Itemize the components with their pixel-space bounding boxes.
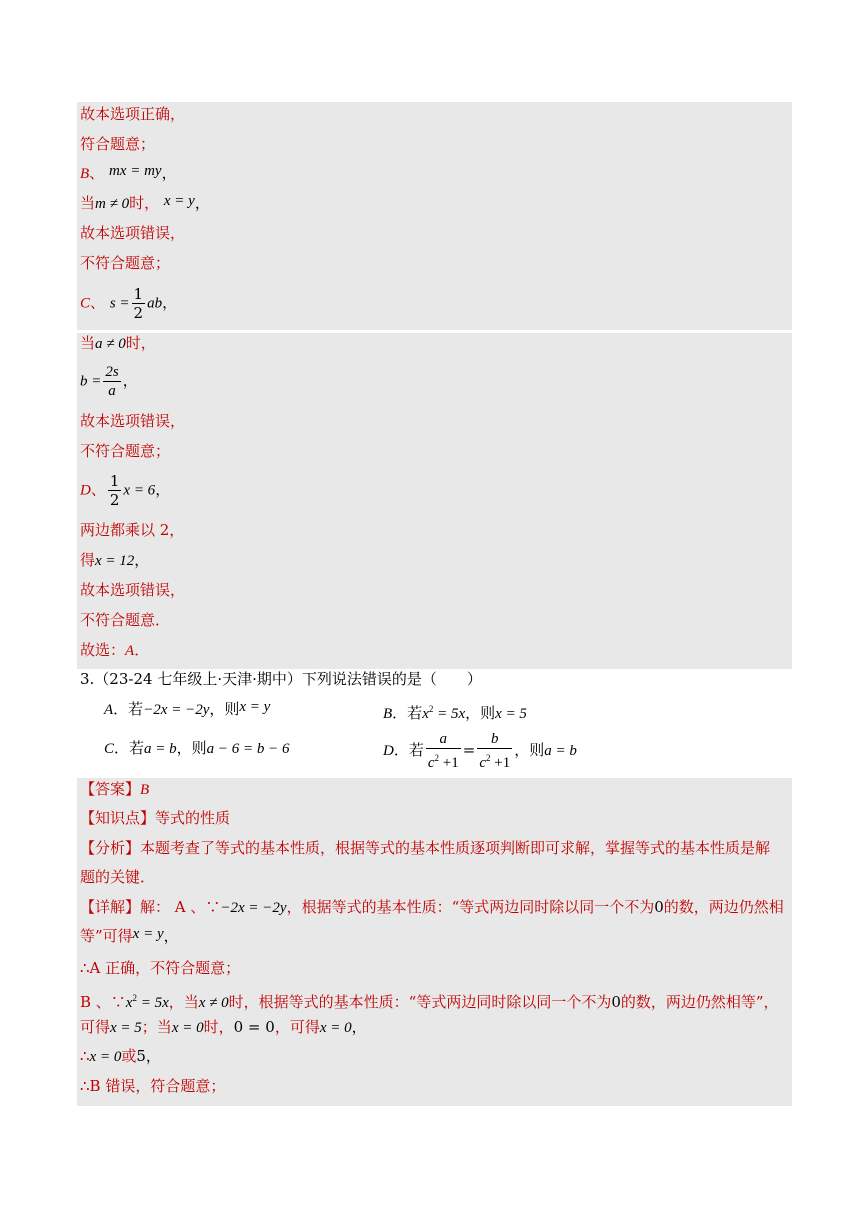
eq3: 0 = 0 (233, 1018, 275, 1036)
eq1: −2x = −2y (143, 702, 210, 718)
equation: −2x = −2y (220, 900, 287, 916)
block1-line5 (80, 223, 185, 243)
question-option-c (104, 738, 290, 759)
tail: ， (163, 927, 179, 945)
plus-one: +1 (439, 755, 459, 771)
tail: ， (351, 1018, 367, 1036)
detail-line2 (80, 926, 179, 947)
text: ，则 (465, 704, 496, 722)
question-option-d (383, 730, 577, 772)
plus-one: +1 (490, 755, 511, 771)
text: ；当 (141, 1018, 172, 1036)
condition: m ≠ 0 (95, 196, 130, 212)
option-label: C (104, 741, 115, 757)
var: x (125, 995, 133, 1011)
knowledge-point-line (80, 808, 230, 828)
numerator: 1 (109, 472, 120, 490)
text: ．若 (114, 739, 145, 757)
text: ，则 (176, 739, 207, 757)
eq1: x = 5 (110, 1020, 142, 1036)
eq2: x = y (239, 699, 271, 715)
solution-background-1 (77, 102, 792, 330)
rhs: = 5x (136, 995, 169, 1011)
detail-line5 (80, 1017, 367, 1038)
eq1 (422, 706, 465, 722)
text: ∴B 错误，符合题意； (80, 1077, 226, 1095)
equation: x = y (132, 926, 164, 942)
fraction (108, 472, 122, 509)
rhs: x = 6 (123, 482, 156, 499)
lhs: s = (109, 295, 130, 312)
tail: ． (134, 641, 150, 659)
tail: ， (194, 194, 210, 212)
text: ．若 (113, 700, 144, 718)
text: B 、∵ (80, 993, 126, 1011)
equals: = (462, 741, 476, 759)
text: 等”可得 (80, 927, 133, 945)
eq4: x = 0 (319, 1020, 352, 1036)
text: ，可得 (274, 1018, 320, 1036)
equation: x = 12 (95, 553, 135, 569)
block2-line10 (80, 640, 149, 661)
numerator: 2s (105, 364, 119, 380)
condition: a ≠ 0 (95, 336, 126, 352)
eq2: x = 5 (495, 706, 527, 722)
tail: ， (145, 1047, 161, 1065)
exp: 2 (486, 753, 491, 763)
block2-line9 (80, 610, 170, 630)
tail: ， (155, 480, 171, 499)
text: 符合题意； (80, 135, 156, 153)
eq2: x = 0 (171, 1020, 204, 1036)
numerator: 1 (133, 285, 144, 303)
text: 两边都乘以 2， (80, 521, 185, 539)
block2-line7 (80, 550, 149, 571)
text: 时， (125, 334, 156, 352)
text: 当 (80, 334, 96, 352)
block1-line6 (80, 253, 170, 273)
eq2: a = b (544, 743, 577, 759)
text: ．若 (393, 741, 424, 759)
tag: 【知识点】 (80, 809, 156, 827)
var: x (422, 706, 429, 722)
tag: 【答案】 (80, 780, 141, 798)
detail-line6 (80, 1046, 161, 1067)
text: 故本选项错误， (80, 224, 186, 242)
tag: 【详解】 (80, 898, 141, 916)
text: 可得 (80, 1018, 111, 1036)
block2-option-d (80, 472, 170, 509)
eq1: a = b (144, 741, 177, 757)
denominator (426, 749, 461, 772)
text: 或 (121, 1047, 137, 1065)
option-label: B (80, 166, 90, 182)
exp: 2 (428, 704, 434, 714)
five: 5 (136, 1047, 146, 1065)
zero: 0 (611, 993, 621, 1011)
detail-line3 (80, 958, 240, 978)
condition: x ≠ 0 (198, 995, 229, 1011)
text: 故本选项正确， (80, 105, 186, 123)
block2-line3 (80, 411, 185, 431)
analysis-line1 (80, 838, 770, 858)
text: 故选： (80, 641, 126, 659)
fraction-left (426, 730, 461, 772)
block2-line1 (80, 333, 156, 354)
option-label: A (104, 702, 114, 718)
eq2: a − 6 = b − 6 (206, 741, 290, 757)
value: 等式的性质 (155, 809, 231, 827)
tag: 【分析】 (80, 839, 141, 857)
equation: x = 0 (89, 1049, 122, 1065)
text: 当 (80, 194, 96, 212)
text: 题的关键． (80, 868, 156, 886)
text: 得 (80, 551, 96, 569)
tail: ， (162, 293, 178, 312)
exp: 2 (434, 753, 440, 763)
exp: 2 (132, 993, 137, 1003)
text: 不符合题意． (80, 611, 171, 629)
text: 故本选项错误， (80, 581, 186, 599)
text: 本题考查了等式的基本性质，根据等式的基本性质逐项判断即可求解，掌握等式的基本性质是解 (140, 839, 771, 857)
block1-option-c (80, 285, 177, 322)
option-label: D (383, 743, 394, 759)
denominator: 2 (133, 304, 144, 322)
numerator: b (477, 730, 512, 749)
tail: ， (134, 551, 150, 569)
block1-line2 (80, 134, 155, 154)
sep: 、 (89, 164, 105, 182)
analysis-line2 (80, 867, 155, 887)
block1-line4 (80, 193, 210, 214)
denominator (477, 749, 512, 772)
numerator: a (426, 730, 461, 749)
block2-line4 (80, 441, 170, 461)
fraction-right (477, 730, 512, 772)
text: 的数，两边仍然相 (663, 898, 784, 916)
option-label: B (383, 706, 393, 722)
sep: 、 (90, 293, 106, 312)
block2-line8 (80, 580, 185, 600)
text: ∴A 正确，不符合题意； (80, 959, 241, 977)
text: 故本选项错误， (80, 412, 186, 430)
question-option-b (383, 699, 527, 724)
equation: x = y (163, 193, 195, 209)
stem-text: 3.（23-24 七年级上·天津·期中）下列说法错误的是（ ） (80, 670, 482, 688)
detail-line4 (80, 988, 779, 1013)
text: ，则 (209, 700, 240, 718)
equation (126, 995, 169, 1011)
block1-line1 (80, 104, 185, 124)
block2-line6 (80, 520, 184, 540)
fraction (103, 363, 120, 400)
text: 解： A 、∵ (140, 898, 221, 916)
option-label: D (80, 482, 91, 499)
text: 不符合题意； (80, 254, 171, 272)
denominator: 2 (109, 491, 120, 509)
var: c (427, 755, 435, 771)
question-option-a (104, 699, 270, 720)
fraction (132, 285, 146, 322)
text: 时， (203, 1018, 234, 1036)
rhs: ab (147, 295, 163, 312)
detail-line7 (80, 1076, 225, 1096)
text: ，则 (514, 741, 545, 759)
text: 时， (129, 194, 160, 212)
text: 时，根据等式的基本性质：“等式两边同时除以同一个不为 (228, 993, 612, 1011)
answer-line (80, 779, 149, 800)
var: c (479, 755, 486, 771)
equation: mx = my (108, 163, 162, 179)
answer: A (125, 643, 135, 659)
text: ，当 (168, 993, 199, 1011)
text: 的数，两边仍然相等”， (620, 993, 779, 1011)
solution-background-2 (77, 333, 792, 669)
detail-line1 (80, 897, 784, 918)
text: ，根据等式的基本性质：“等式两边同时除以同一个不为 (286, 898, 655, 916)
text: 不符合题意； (80, 442, 171, 460)
zero: 0 (654, 898, 664, 916)
question-stem (80, 669, 482, 689)
sep: 、 (90, 480, 106, 499)
tail: ， (161, 164, 177, 182)
lhs: b = (80, 373, 102, 390)
block2-line2 (80, 363, 138, 400)
denominator: a (108, 383, 116, 399)
block1-option-b (80, 163, 177, 184)
option-label: C (80, 295, 91, 312)
therefore: ∴ (80, 1047, 90, 1065)
value: B (140, 782, 150, 798)
text: ．若 (392, 704, 423, 722)
rhs: = 5x (433, 706, 466, 722)
tail: ， (122, 371, 138, 390)
